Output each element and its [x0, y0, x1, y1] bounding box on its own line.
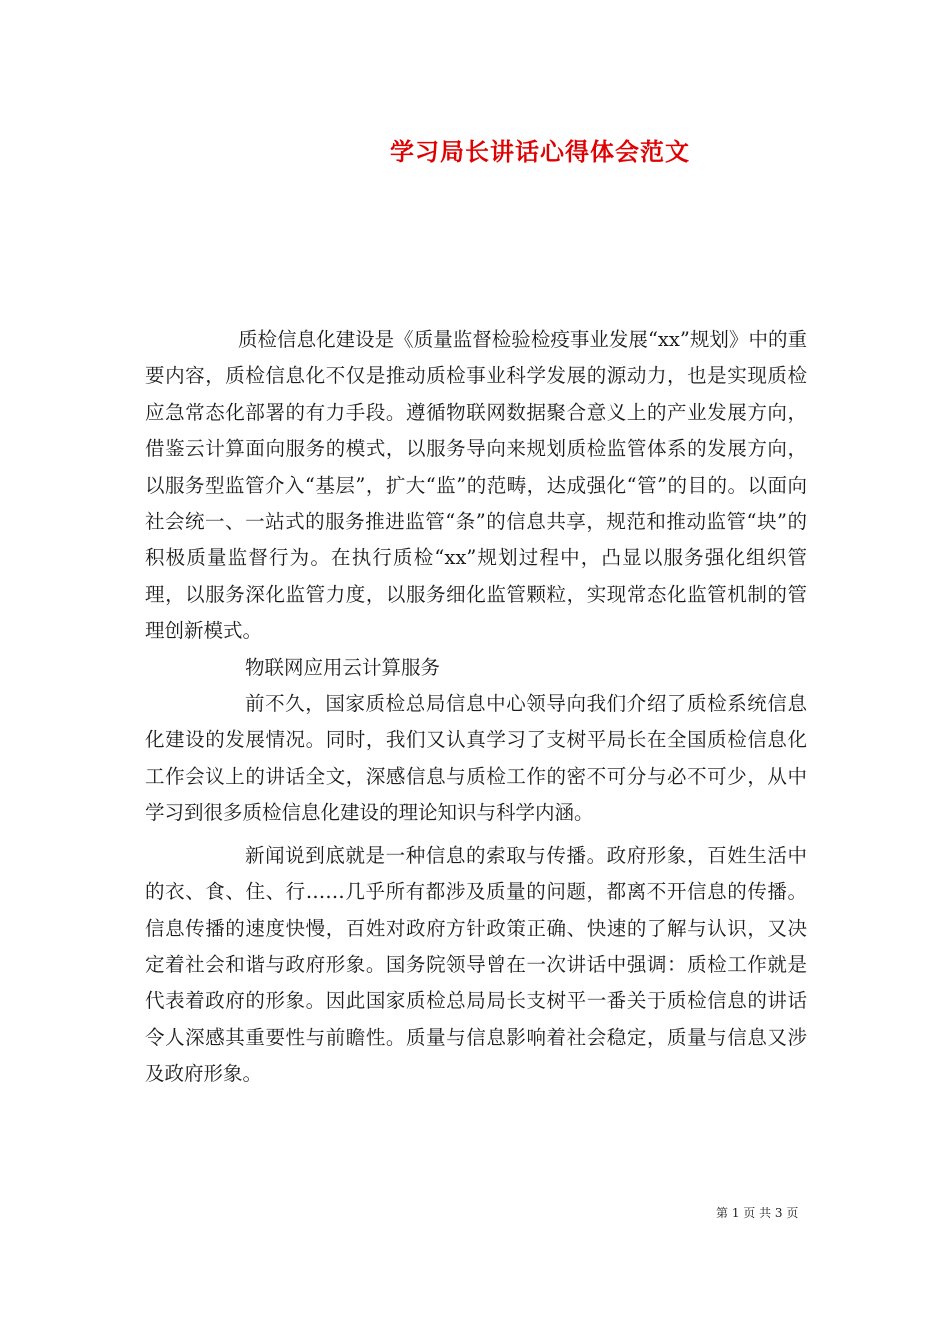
paragraph-news: 新闻说到底就是一种信息的索取与传播。政府形象，百姓生活中的衣、食、住、行……几乎所有都涉及质量的问题，都离不开信息的传播。信息传播的速度快慢，百姓对政府方针政策正确、快速的了解与认识，又决定着社会和谐与政府形象。国务院领导曾在一次讲话中强调：质检工作就是代表着政府的形象。因此国家质检总局局长支树平一番关于质检信息的讲话令人深感其重要性与前瞻性。质量与信息影响着社会稳定，质量与信息又涉及政府形象。: [145, 843, 807, 1086]
page-number: 第 1 页 共 3 页: [716, 1206, 799, 1220]
paragraph-intro: 质检信息化建设是《质量监督检验检疫事业发展“xx”规划》中的重要内容，质检信息化不仅是推动质检事业科学发展的源动力，也是实现质检应急常态化部署的有力手段。遵循物联网数据聚合意义上的产业发展方向，借鉴云计算面向服务的模式，以服务导向来规划质检监管体系的发展方向，以服务型监管介入“基层”，扩大“监”的范畴，达成强化“管”的目的。以面向社会统一、一站式的服务推进监管“条”的信息共享，规范和推动监管“块”的积极质量监督行为。在执行质检“xx”规划过程中，凸显以服务强化组织管理，以服务深化监管力度，以服务细化监管颗粒，实现常态化监管机制的管理创新模式。: [145, 328, 807, 643]
subheading: 物联网应用云计算服务: [245, 655, 441, 679]
document-body: [145, 322, 807, 1093]
document-title: 学习局长讲话心得体会范文: [390, 137, 690, 166]
paragraph-learning: 前不久，国家质检总局信息中心领导向我们介绍了质检系统信息化建设的发展情况。同时，我们又认真学习了支树平局长在全国质检信息化工作会议上的讲话全文，深感信息与质检工作的密不可分与必不可少，从中学习到很多质检信息化建设的理论知识与科学内涵。: [145, 692, 807, 825]
